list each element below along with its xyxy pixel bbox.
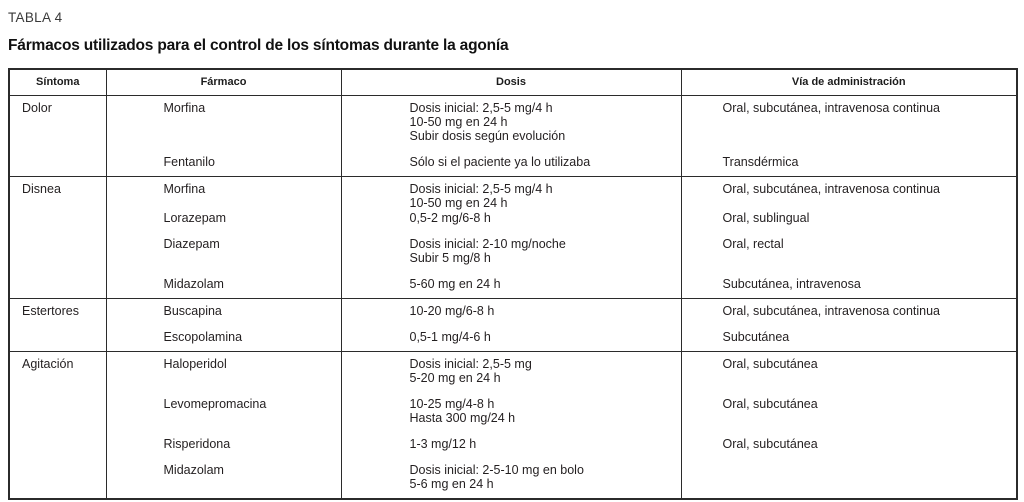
drug-name-cell: Fentanilo xyxy=(106,144,341,177)
symptom-section xyxy=(9,299,1017,352)
dose-line: 10-20 mg/6-8 h xyxy=(409,304,495,318)
drug-row xyxy=(9,226,1017,266)
dose-line: 0,5-1 mg/4-6 h xyxy=(409,330,491,344)
drug-row xyxy=(9,211,1017,226)
dose-cell xyxy=(341,266,681,299)
symptom-section xyxy=(9,96,1017,177)
dose-line: 5-20 mg en 24 h xyxy=(409,371,501,385)
dose-cell xyxy=(341,426,681,452)
dose-line: 10-50 mg en 24 h xyxy=(409,196,508,210)
page-title: Fármacos utilizados para el control de los síntomas durante la agonía xyxy=(8,37,509,54)
symptom-cell: Dolor xyxy=(9,96,106,177)
column-header-sintoma: Síntoma xyxy=(9,69,106,96)
route-cell: Oral, subcutánea, intravenosa continua xyxy=(681,177,1017,212)
header-row xyxy=(9,69,1017,96)
drug-row xyxy=(9,266,1017,299)
symptom-section xyxy=(9,352,1017,500)
drug-name-cell: Buscapina xyxy=(106,299,341,320)
symptom-cell: Agitación xyxy=(9,352,106,500)
dose-line: 10-50 mg en 24 h xyxy=(409,115,508,129)
drug-row xyxy=(9,177,1017,212)
route-cell: Oral, sublingual xyxy=(681,211,1017,226)
dose-line: Sólo si el paciente ya lo utilizaba xyxy=(409,155,591,169)
route-cell: Oral, subcutánea xyxy=(681,386,1017,426)
drug-row xyxy=(9,386,1017,426)
symptom-section xyxy=(9,177,1017,299)
drug-row xyxy=(9,299,1017,320)
dose-line: Hasta 300 mg/24 h xyxy=(409,411,516,425)
drug-row xyxy=(9,452,1017,499)
symptom-cell: Estertores xyxy=(9,299,106,352)
route-cell: Transdérmica xyxy=(681,144,1017,177)
dose-cell xyxy=(341,144,681,177)
drug-name-cell: Morfina xyxy=(106,177,341,212)
drug-row xyxy=(9,426,1017,452)
dose-line: Dosis inicial: 2,5-5 mg/4 h xyxy=(409,182,553,196)
drug-name-cell: Levomepromacina xyxy=(106,386,341,426)
route-cell: Oral, subcutánea xyxy=(681,352,1017,387)
dose-cell xyxy=(341,226,681,266)
route-cell: Oral, subcutánea xyxy=(681,426,1017,452)
dose-line: 1-3 mg/12 h xyxy=(409,437,477,451)
drug-name-cell: Morfina xyxy=(106,96,341,145)
drug-name-cell: Diazepam xyxy=(106,226,341,266)
dose-line: 10-25 mg/4-8 h xyxy=(409,397,495,411)
column-header-dosis: Dosis xyxy=(341,69,681,96)
route-cell: Subcutánea xyxy=(681,319,1017,352)
dose-cell xyxy=(341,319,681,352)
dose-line: 0,5-2 mg/6-8 h xyxy=(409,211,491,225)
dose-cell xyxy=(341,352,681,387)
drug-name-cell: Midazolam xyxy=(106,452,341,499)
route-cell: Subcutánea, intravenosa xyxy=(681,266,1017,299)
dose-line: 5-6 mg en 24 h xyxy=(409,477,494,491)
column-header-farmaco: Fármaco xyxy=(106,69,341,96)
symptom-cell: Disnea xyxy=(9,177,106,299)
route-cell xyxy=(681,452,1017,499)
column-header-via: Vía de administración xyxy=(681,69,1017,96)
dose-line: Dosis inicial: 2-10 mg/noche xyxy=(409,237,566,251)
dose-line: Dosis inicial: 2,5-5 mg xyxy=(409,357,532,371)
drug-row xyxy=(9,96,1017,145)
drug-row xyxy=(9,352,1017,387)
dose-line: Subir 5 mg/8 h xyxy=(409,251,491,265)
dose-cell xyxy=(341,211,681,226)
table-header xyxy=(9,69,1017,96)
dose-cell xyxy=(341,452,681,499)
table-label: TABLA 4 xyxy=(8,10,63,25)
route-cell: Oral, subcutánea, intravenosa continua xyxy=(681,96,1017,145)
drug-name-cell: Escopolamina xyxy=(106,319,341,352)
drugs-table xyxy=(8,68,1018,500)
dose-line: Dosis inicial: 2,5-5 mg/4 h xyxy=(409,101,553,115)
dose-cell xyxy=(341,96,681,145)
dose-line: Dosis inicial: 2-5-10 mg en bolo xyxy=(409,463,584,477)
drug-name-cell: Risperidona xyxy=(106,426,341,452)
dose-cell xyxy=(341,299,681,320)
dose-line: 5-60 mg en 24 h xyxy=(409,277,501,291)
dose-cell xyxy=(341,386,681,426)
route-cell: Oral, subcutánea, intravenosa continua xyxy=(681,299,1017,320)
drug-name-cell: Lorazepam xyxy=(106,211,341,226)
dose-cell xyxy=(341,177,681,212)
drug-name-cell: Midazolam xyxy=(106,266,341,299)
dose-line: Subir dosis según evolución xyxy=(409,129,566,143)
drug-row xyxy=(9,144,1017,177)
drug-name-cell: Haloperidol xyxy=(106,352,341,387)
drug-row xyxy=(9,319,1017,352)
route-cell: Oral, rectal xyxy=(681,226,1017,266)
